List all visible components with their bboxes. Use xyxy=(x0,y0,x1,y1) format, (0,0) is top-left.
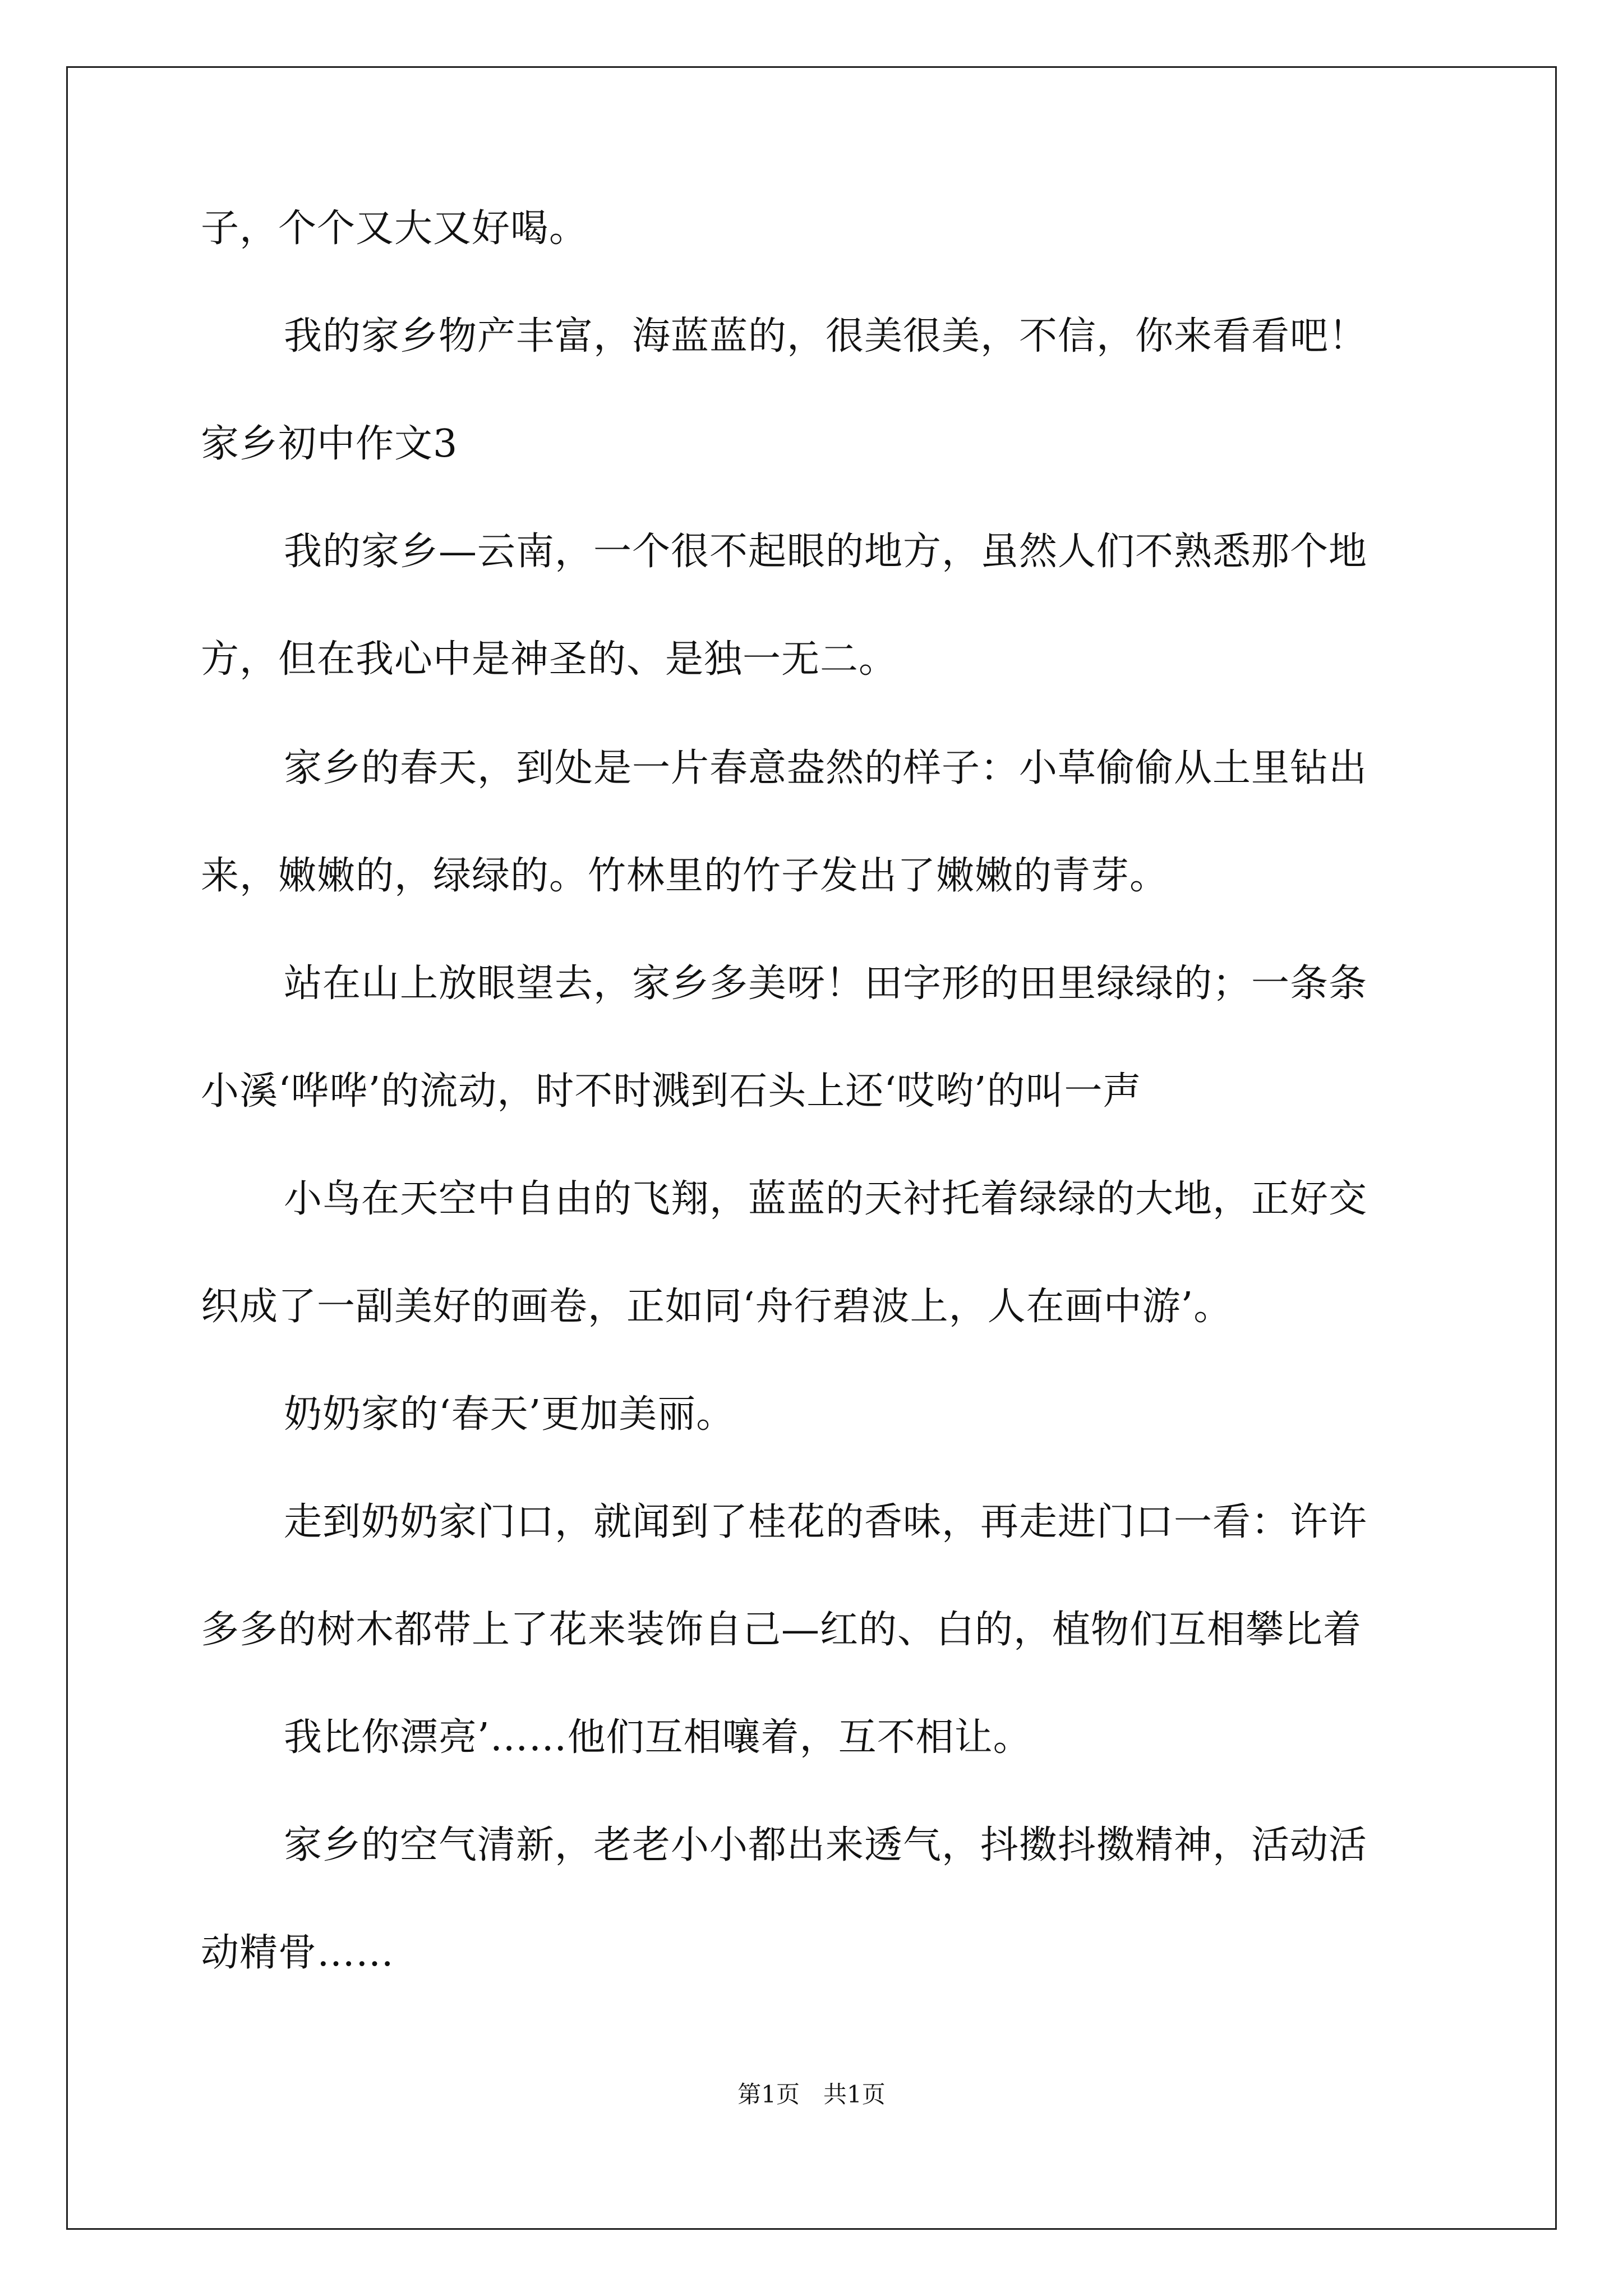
text-line: 站在山上放眼望去，家乡多美呀！田字形的田里绿绿的；一条条 xyxy=(284,961,1368,1006)
text-line: 小鸟在天空中自由的飞翔，蓝蓝的天衬托着绿绿的大地，正好交 xyxy=(284,1177,1368,1221)
text-line: 子，个个又大又好喝。 xyxy=(201,206,588,251)
text-line: 家乡的空气清新，老老小小都出来透气，抖擞抖擞精神，活动活 xyxy=(284,1823,1368,1867)
page-border xyxy=(66,66,1557,2230)
text-line: 我的家乡—云南，一个很不起眼的地方，虽然人们不熟悉那个地 xyxy=(284,530,1368,574)
text-line: 家乡的春天，到处是一片春意盎然的样子：小草偷偷从土里钻出 xyxy=(284,746,1368,790)
text-line: 来，嫩嫩的，绿绿的。竹林里的竹子发出了嫩嫩的青芽。 xyxy=(201,854,1169,898)
text-line: 我的家乡物产丰富，海蓝蓝的，很美很美，不信，你来看看吧！ xyxy=(284,314,1368,358)
text-line: 方，但在我心中是神圣的、是独一无二。 xyxy=(201,637,898,682)
section-heading: 家乡初中作文3 xyxy=(201,422,458,466)
text-line: 织成了一副美好的画卷，正如同‘舟行碧波上，人在画中游’。 xyxy=(201,1285,1233,1329)
text-line: 奶奶家的‘春天’更加美丽。 xyxy=(284,1392,735,1437)
text-line: 走到奶奶家门口，就闻到了桂花的香味，再走进门口一看：许许 xyxy=(284,1500,1368,1544)
text-line: 多多的树木都带上了花来装饰自己—红的、白的，植物们互相攀比着 xyxy=(201,1608,1362,1652)
text-line: 我比你漂亮’……他们互相嚷着，互不相让。 xyxy=(284,1715,1032,1760)
text-line: 小溪‘哗哗’的流动，时不时溅到石头上还‘哎哟’的叫一声 xyxy=(201,1069,1142,1114)
text-line: 动精骨…… xyxy=(201,1931,395,1975)
page-number-footer: 第1页 共1页 xyxy=(737,2081,886,2108)
